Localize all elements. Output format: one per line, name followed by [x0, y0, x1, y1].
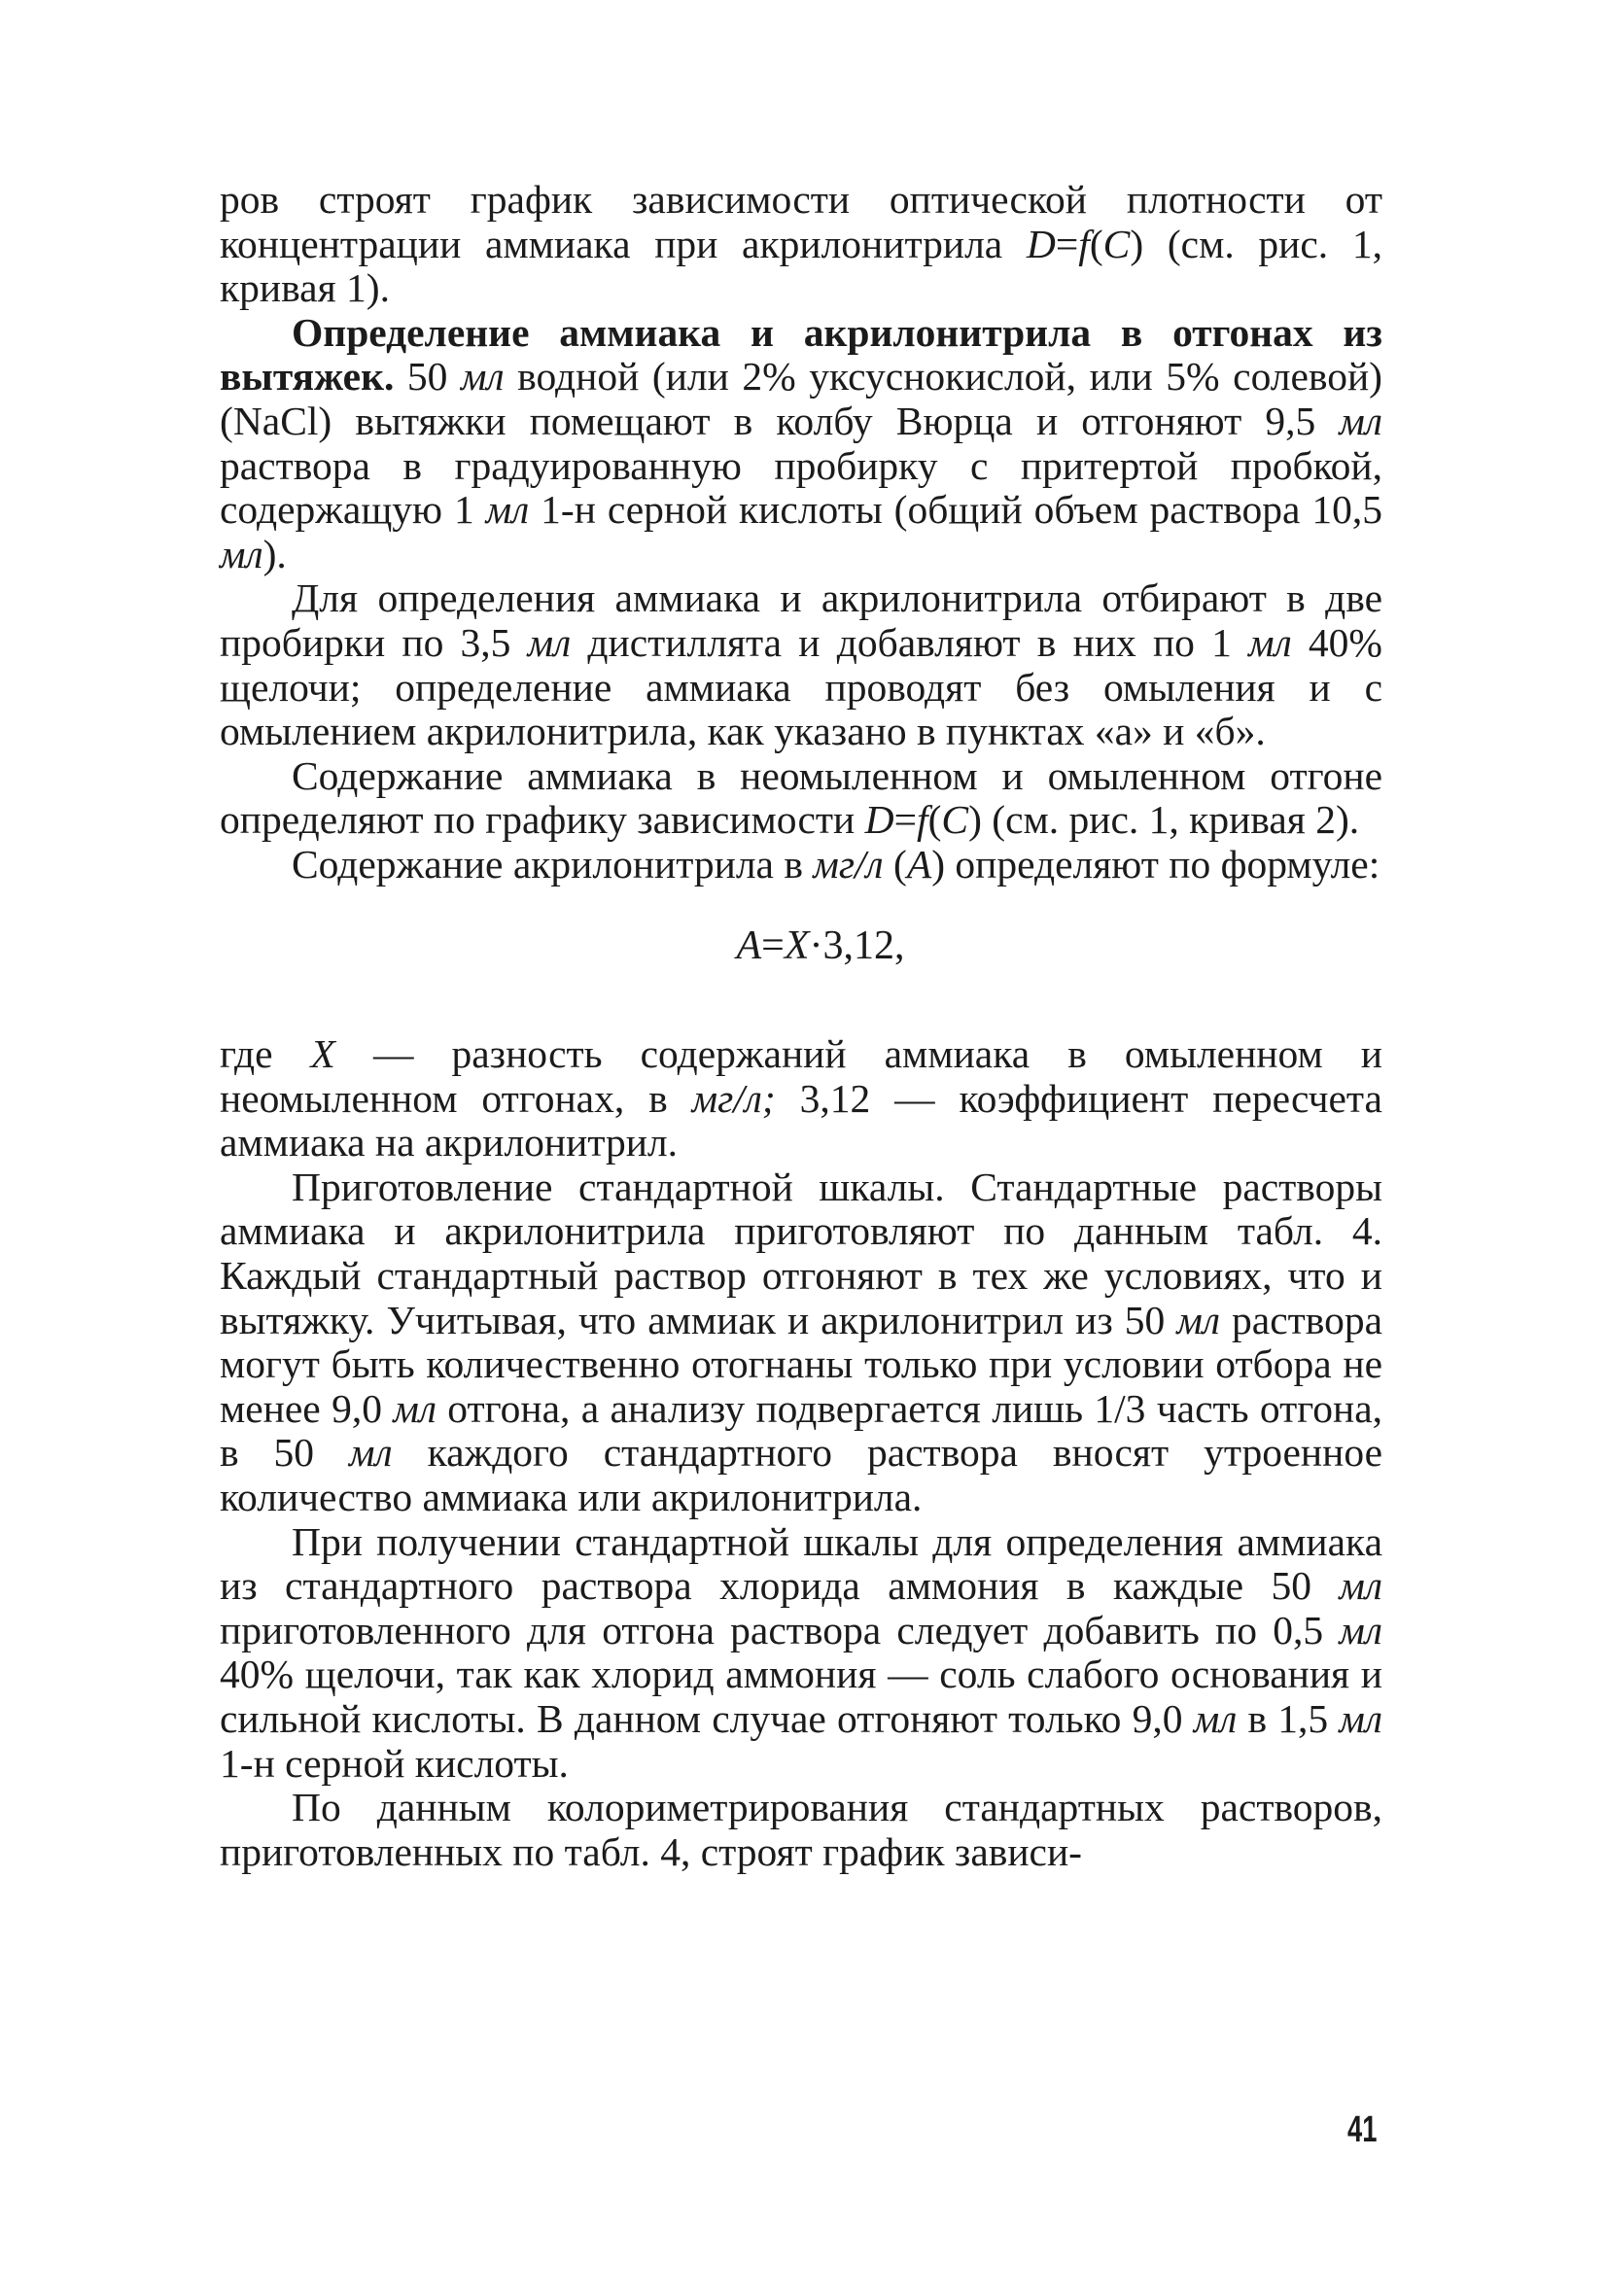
- text-run: 1-н серной кислоты.: [220, 1740, 569, 1786]
- paragraph: [220, 754, 1382, 843]
- text-run: (: [927, 797, 942, 843]
- text-run: ·3,12,: [809, 922, 905, 968]
- paragraph: [220, 311, 1382, 577]
- text-run: (: [1089, 221, 1103, 266]
- paragraph: [220, 1165, 1382, 1520]
- text-run: отгона, а анализу подвергается лишь 1/3 часть отгона, в 50: [220, 1385, 1382, 1476]
- text-run: ) (см. рис. 1, кривая 1).: [220, 221, 1382, 311]
- italic-term: мл: [1339, 398, 1382, 443]
- paragraph: [220, 1520, 1382, 1787]
- italic-term: C: [1102, 221, 1131, 266]
- text-run: (: [883, 841, 907, 887]
- text-run: где: [220, 1031, 311, 1077]
- text-run: 50: [394, 354, 461, 400]
- text-run: Содержание аммиака в неомыленном и омыленном отгоне определяют по графику зависимости: [220, 752, 1382, 843]
- italic-term: X: [310, 1031, 335, 1077]
- italic-term: мл: [1339, 1696, 1382, 1741]
- italic-term: мл: [485, 487, 530, 533]
- text-run: ) определяют по формуле:: [931, 841, 1380, 887]
- italic-term: f: [917, 797, 928, 843]
- text-run: каждого стандартного раствора вносят утроенное количество аммиака или акрилонитрила.: [220, 1430, 1382, 1520]
- text-run: приготовленного для отгона раствора следует добавить по 0,5: [220, 1607, 1340, 1652]
- paragraph: [220, 1032, 1382, 1165]
- italic-term: D: [1026, 221, 1056, 266]
- text-run: По данным колориметрирования стандартных растворов, приготовленных по табл. 4, строят график зависи-: [220, 1785, 1382, 1874]
- text-run: 40% щелочи; определение аммиака проводят без омыления и с омылением акрилонитрила, как указано в пунктах «а» и «б».: [220, 619, 1382, 754]
- text-run: ).: [262, 531, 287, 576]
- italic-term: D: [864, 797, 894, 843]
- text-run: Приготовление стандартной шкалы. Стандартные растворы аммиака и акрилонитрила приготовляют по данным табл. 4. Каждый стандартный раствор отгоняют в тех же условиях, что и вытяжку. Учитывая, что аммиак и акрилонитрил из 50: [220, 1164, 1382, 1342]
- page-body: [220, 178, 1382, 1874]
- paragraph: [220, 576, 1382, 753]
- paragraph: [220, 178, 1382, 311]
- text-run: Для определения аммиака и акрилонитрила отбирают в две пробирки по 3,5: [220, 575, 1382, 665]
- italic-term: мл: [1339, 1607, 1382, 1652]
- italic-term: мл: [461, 354, 505, 400]
- text-run: =: [1055, 221, 1079, 266]
- italic-term: мл: [1339, 1563, 1382, 1609]
- text-run: 3,12 — коэффициент пересчета аммиака на акрилонитрил.: [220, 1075, 1382, 1165]
- text-run: 40% щелочи, так как хлорид аммония — соль слабого основания и сильной кислоты. В данном случае отгоняют только 9,0: [220, 1652, 1382, 1741]
- italic-term: мг/л;: [691, 1075, 776, 1121]
- text-run: раствора в градуированную пробирку с притертой пробкой, содержащую 1: [220, 442, 1382, 533]
- italic-term: X: [784, 922, 810, 968]
- italic-term: А: [906, 841, 932, 887]
- paragraph: [220, 1786, 1382, 1874]
- italic-term: А: [736, 922, 762, 968]
- paragraph: [220, 843, 1382, 887]
- italic-term: C: [941, 797, 969, 843]
- formula: [220, 924, 1382, 969]
- italic-term: мл: [1248, 619, 1292, 665]
- italic-term: мл: [1176, 1297, 1220, 1342]
- text-run: =: [761, 922, 785, 968]
- text-run: в 1,5: [1237, 1696, 1340, 1741]
- italic-term: мл: [393, 1385, 437, 1431]
- text-run: При получении стандартной шкалы для определения аммиака из стандартного раствора хлорида аммония в каждые 50: [220, 1518, 1382, 1609]
- italic-term: мг/л: [813, 841, 884, 887]
- text-run: ) (см. рис. 1, кривая 2).: [968, 797, 1360, 843]
- text-run: дистиллята и добавляют в них по 1: [571, 619, 1249, 665]
- italic-term: f: [1078, 221, 1090, 266]
- section-heading: Определение аммиака и акрилонитрила в отгонах из вытяжек.: [220, 309, 1382, 400]
- italic-term: мл: [1193, 1696, 1238, 1741]
- italic-term: мл: [220, 531, 263, 576]
- text-run: ров строят график зависимости оптической плотности от концентрации аммиака при акрилонитрила: [220, 177, 1382, 266]
- text-run: 1-н серной кислоты (общий объем раствора 10,5: [529, 487, 1382, 533]
- text-run: водной (или 2% уксуснокислой, или 5% солевой) (NaCl) вытяжки помещают в колбу Вюрца и отгоняют 9,5: [220, 354, 1382, 443]
- page-number: 41: [1347, 2109, 1378, 2150]
- text-run: — разность содержаний аммиака в омыленном и неомыленном отгонах, в: [220, 1031, 1382, 1121]
- italic-term: мл: [527, 619, 572, 665]
- italic-term: мл: [349, 1430, 393, 1476]
- text-run: =: [893, 797, 918, 843]
- text-run: раствора могут быть количественно отогнаны только при условии отбора не менее 9,0: [220, 1297, 1382, 1431]
- text-run: Содержание акрилонитрила в: [292, 841, 814, 887]
